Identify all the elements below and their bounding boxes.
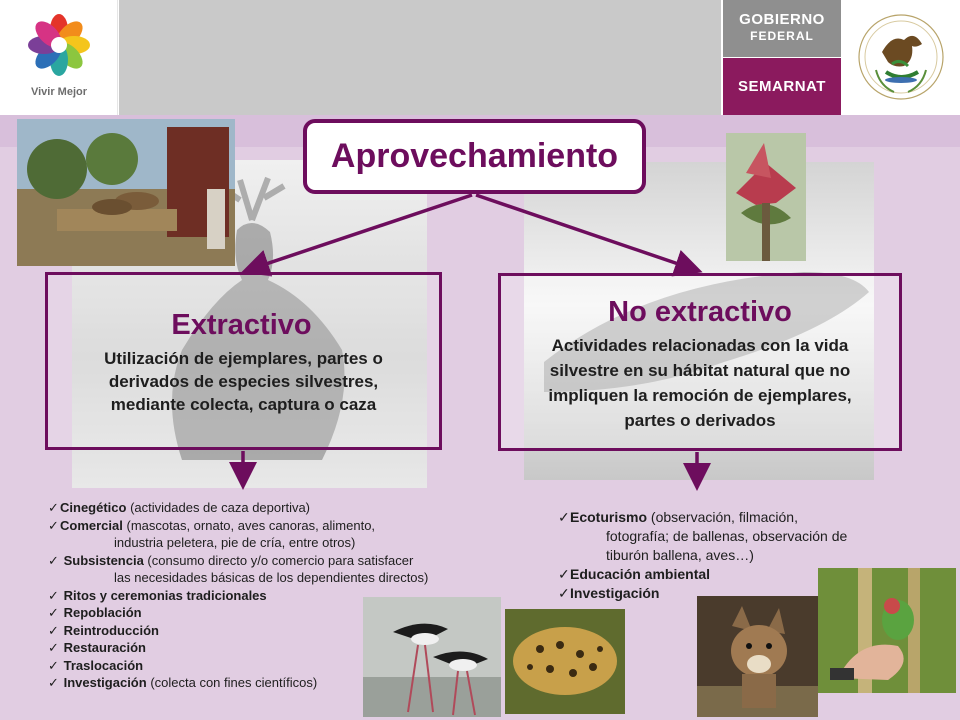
extractivo-description (48, 347, 439, 416)
list-item-detail: (consumo directo y/o comercio para satisfacer (143, 552, 414, 568)
coat-of-arms (842, 0, 960, 115)
vivir-mejor-logo (0, 0, 118, 115)
checkmark-icon: ✓ (48, 657, 59, 673)
list-item-term: Ecoturismo (570, 509, 648, 525)
list-item-term: Subsistencia (60, 552, 144, 568)
list-item (48, 587, 518, 605)
checkmark-icon: ✓ (558, 509, 570, 525)
mexican-coat-of-arms-icon (842, 0, 960, 115)
list-item-detail: (actividades de caza deportiva) (126, 500, 311, 515)
no-extractivo-desc-line: silvestre en su hábitat natural que no (549, 361, 851, 380)
checkmark-icon: ✓ (558, 585, 570, 601)
list-item (48, 657, 518, 675)
checkmark-icon: ✓ (48, 622, 59, 638)
jaguar-photo (505, 609, 625, 714)
checkmark-icon: ✓ (48, 500, 59, 515)
checkmark-icon: ✓ (48, 587, 59, 603)
list-item (558, 584, 898, 603)
checkmark-icon: ✓ (48, 675, 59, 690)
list-item-detail: (mascotas, ornato, aves canoras, alimento, (122, 517, 376, 533)
list-item-term: Comercial (60, 517, 123, 533)
list-item-term: Reintroducción (60, 622, 159, 638)
list-item (48, 517, 518, 535)
no-extractivo-description (501, 333, 899, 433)
non-extractive-activities-list (558, 508, 898, 603)
list-item-detail: (colecta con fines científicos) (146, 675, 318, 690)
extractivo-title: Extractivo (171, 309, 312, 341)
list-item-term: Investigación (570, 585, 660, 601)
checkmark-icon: ✓ (48, 552, 59, 568)
header-banner (119, 0, 721, 115)
list-item (48, 552, 518, 570)
list-item (48, 622, 518, 640)
wolf-pup-photo (697, 596, 818, 717)
checkmark-icon: ✓ (48, 605, 59, 620)
no-extractivo-title: No extractivo (608, 296, 792, 328)
gobierno-federal-panel (723, 0, 841, 115)
page-title: Aprovechamiento (303, 119, 646, 194)
extractivo-desc-line: derivados de especies silvestres, (108, 372, 379, 391)
no-extractivo-box (498, 273, 902, 451)
list-item-continuation: las necesidades básicas de los dependientes directos) (114, 570, 429, 585)
federal-text: FEDERAL (750, 29, 814, 43)
list-item (48, 499, 518, 517)
list-item (48, 639, 518, 657)
list-item-detail: (observación, filmación, (647, 509, 798, 525)
no-extractivo-desc-line: partes o derivados (624, 411, 776, 430)
gobierno-text: GOBIERNO (739, 11, 825, 28)
list-item-continuation: fotografía; de ballenas, observación de (606, 528, 848, 544)
list-item-term: Restauración (60, 640, 146, 655)
list-item-term: Cinegético (60, 500, 127, 515)
bromeliad-photo (726, 133, 806, 261)
list-item-term: Educación ambiental (570, 566, 711, 582)
logo-text: Vivir Mejor (30, 86, 88, 98)
list-item-continuation: tiburón ballena, aves…) (606, 547, 754, 563)
no-extractivo-desc-line: Actividades relacionadas con la vida (551, 336, 849, 355)
list-item-term: Ritos y ceremonias tradicionales (60, 587, 267, 603)
extractive-activities-list (48, 499, 518, 692)
checkmark-icon: ✓ (48, 640, 59, 655)
checkmark-icon: ✓ (48, 517, 59, 533)
list-item (558, 508, 898, 527)
list-item (558, 565, 898, 584)
extractivo-desc-line: Utilización de ejemplares, partes o (104, 349, 383, 368)
extractivo-desc-line: mediante colecta, captura o caza (110, 395, 377, 414)
extractivo-box (45, 272, 442, 450)
agency-label: SEMARNAT (723, 58, 841, 115)
list-item-term: Repoblación (60, 605, 142, 620)
list-item-term: Investigación (60, 675, 147, 690)
checkmark-icon: ✓ (558, 566, 570, 582)
gobierno-federal-label (723, 0, 841, 57)
header (0, 0, 960, 115)
list-item-term: Traslocación (60, 657, 144, 673)
deer-trapping-photo (17, 119, 235, 266)
list-item (48, 604, 518, 622)
no-extractivo-desc-line: impliquen la remoción de ejemplares, (548, 386, 852, 405)
list-item (48, 674, 518, 692)
flower-logo-icon (26, 12, 92, 78)
list-item-continuation: industria peletera, pie de cría, entre otros) (114, 535, 356, 550)
